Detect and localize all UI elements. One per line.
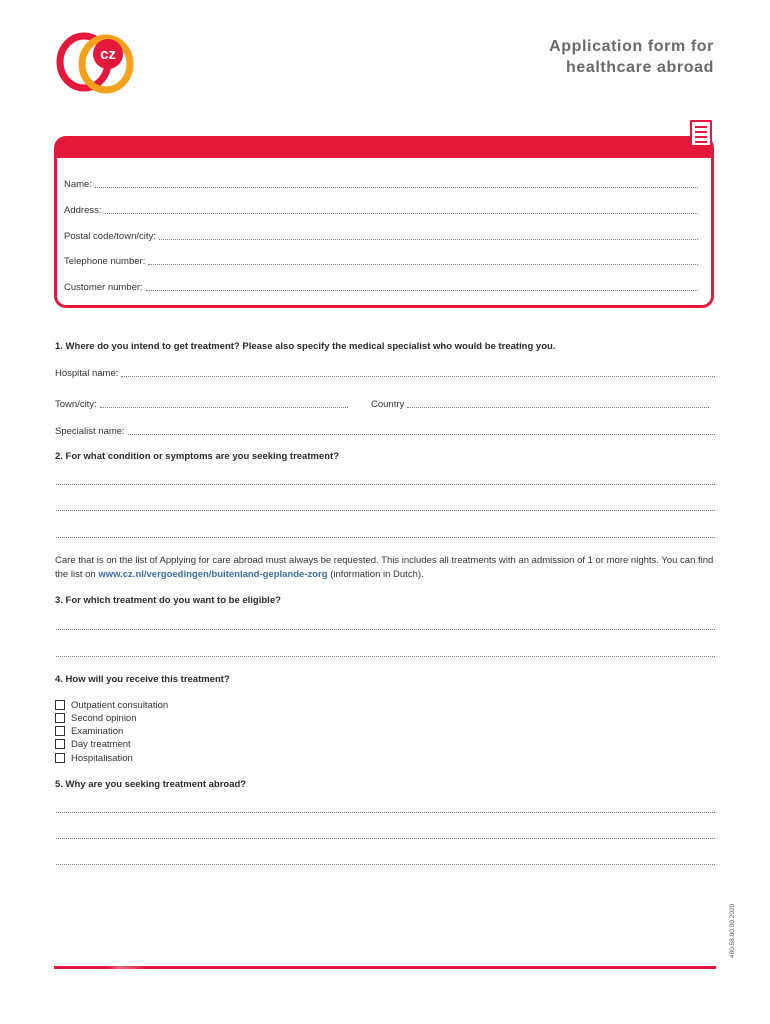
postal-code-label: Postal code/town/city: [64,231,156,242]
question-3: 3. For which treatment do you want to be eligible? [55,595,281,606]
cz-logo [54,28,138,96]
customer-number-input-line[interactable] [146,282,698,291]
telephone-label: Telephone number: [64,256,146,267]
customer-number-label: Customer number: [64,282,143,293]
question-1: 1. Where do you intend to get treatment? Please also specify the medical specialist who would be treating you. [55,341,556,352]
town-city-field[interactable] [55,398,348,410]
specialist-name-field[interactable] [55,425,715,437]
examination-label: Examination [71,725,124,737]
treatment-answer-line-1[interactable] [56,629,715,630]
logo-text: cz [100,46,116,63]
address-input-line[interactable] [105,205,699,214]
question-2: 2. For what condition or symptoms are you seeking treatment? [55,451,339,462]
form-document-icon [690,120,712,147]
day-treatment-checkbox[interactable] [55,739,65,749]
specialist-name-label: Specialist name: [55,426,125,437]
second-opinion-checkbox[interactable] [55,713,65,723]
town-city-input-line[interactable] [100,399,348,408]
document-number: 480.58.00.00.2020 [729,903,736,958]
option-second-opinion[interactable] [55,712,137,724]
reason-answer-line-3[interactable] [56,864,715,865]
hospital-name-input-line[interactable] [121,368,715,377]
country-input-line[interactable] [407,399,709,408]
examination-checkbox[interactable] [55,726,65,736]
page-title [549,36,714,78]
question-4: 4. How will you receive this treatment? [55,674,230,685]
care-abroad-list-link[interactable]: www.cz.nl/vergoedingen/buitenland-geplande-zorg [98,569,328,580]
second-opinion-label: Second opinion [71,712,137,724]
condition-answer-line-3[interactable] [56,537,715,538]
page-title-line-1: Application form for [549,38,714,55]
country-field[interactable] [371,398,709,410]
care-abroad-note-suffix: (information in Dutch). [327,569,424,580]
hospital-name-field[interactable] [55,367,715,379]
telephone-field[interactable] [64,255,698,267]
telephone-input-line[interactable] [148,256,698,265]
option-examination[interactable] [55,725,123,737]
reason-answer-line-2[interactable] [56,838,715,839]
care-abroad-note-text: Care that is on the list of Applying for care abroad must always be requested. This includes all treatments with an admission of 1 or more nights. You can find the list on [55,555,714,580]
postal-code-input-line[interactable] [159,231,698,240]
condition-answer-line-2[interactable] [56,510,715,511]
hospitalisation-label: Hospitalisation [71,752,133,764]
treatment-answer-line-2[interactable] [56,656,715,657]
hospital-name-label: Hospital name: [55,368,119,379]
option-hospitalisation[interactable] [55,752,133,764]
hospitalisation-checkbox[interactable] [55,753,65,763]
address-field[interactable] [64,204,698,216]
outpatient-consultation-label: Outpatient consultation [71,699,169,711]
name-input-line[interactable] [95,179,698,188]
option-outpatient-consultation[interactable] [55,699,168,711]
condition-answer-line-1[interactable] [56,484,715,485]
country-label: Country [371,399,405,410]
address-label: Address: [64,205,102,216]
customer-number-field[interactable] [64,281,698,293]
reason-answer-line-1[interactable] [56,812,715,813]
day-treatment-label: Day treatment [71,738,131,750]
town-city-label: Town/city: [55,399,97,410]
care-abroad-note [55,554,717,582]
specialist-name-input-line[interactable] [128,426,715,435]
footer-rule [54,966,716,969]
name-label: Name: [64,179,92,190]
postal-code-field[interactable] [64,230,698,242]
outpatient-consultation-checkbox[interactable] [55,700,65,710]
question-5: 5. Why are you seeking treatment abroad? [55,779,247,790]
option-day-treatment[interactable] [55,738,131,750]
name-field[interactable] [64,178,698,190]
page-title-line-2: healthcare abroad [565,59,714,76]
